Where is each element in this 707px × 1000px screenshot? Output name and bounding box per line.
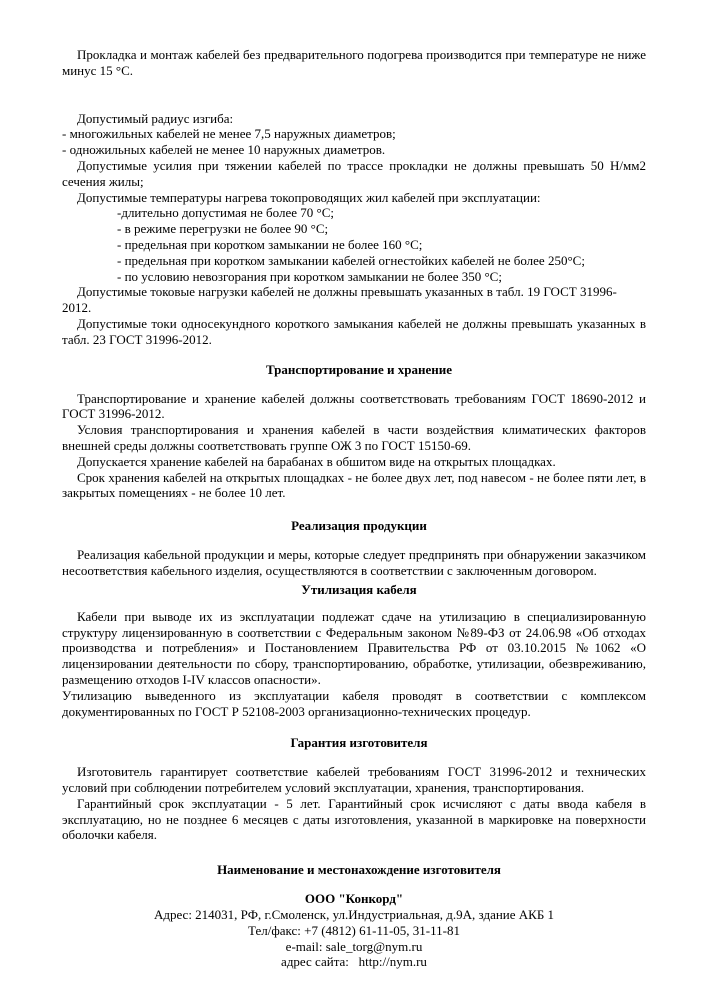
company-website: адрес сайта: http://nym.ru bbox=[281, 954, 427, 970]
heating-temperatures-title: Допустимые температуры нагрева токопроводящих жил кабелей при эксплуатации: bbox=[77, 189, 541, 205]
temperature-item: - в режиме перегрузки не более 90 °С; bbox=[117, 221, 329, 237]
temperature-item: - предельная при коротком замыкании не более 160 °С; bbox=[117, 236, 423, 252]
bend-radius-title: Допустимый радиус изгиба: bbox=[77, 110, 234, 126]
company-phone: Тел/факс: +7 (4812) 61-11-05, 31-11-81 bbox=[248, 922, 460, 938]
document-content bbox=[62, 47, 646, 970]
company-email: e-mail: sale_torg@nym.ru bbox=[285, 938, 423, 954]
paragraph-transport-3: Допускается хранение кабелей на барабанах в обшитом виде на открытых площадках. bbox=[77, 453, 556, 469]
heading-transport: Транспортирование и хранение bbox=[266, 361, 452, 377]
paragraph-sales: Реализация кабельной продукции и меры, которые следует предпринять при обнаружении заказчиком несоответствия кабельного изделия, осуществляются в соответствии с заключенным договором. bbox=[62, 547, 646, 578]
paragraph-installation-temperature: Прокладка и монтаж кабелей без предварительного подогрева производится при температуре не ниже минус 15 °С. bbox=[62, 47, 646, 78]
temperature-item: - по условию невозгорания при коротком замыкании не более 350 °С; bbox=[117, 268, 502, 284]
paragraph-transport-1: Транспортирование и хранение кабелей должны соответствовать требованиям ГОСТ 18690-2012 и ГОСТ 31996-2012. bbox=[62, 390, 646, 422]
bend-radius-multicore: - многожильных кабелей не менее 7,5 наружных диаметров; bbox=[62, 126, 396, 142]
paragraph-warranty-2: Гарантийный срок эксплуатации - 5 лет. Гарантийный срок исчисляют с даты ввода кабеля в эксплуатацию, но не позднее 6 месяцев с даты изготовления, указанной в маркировке на поверхности оболочки кабеля. bbox=[62, 795, 646, 843]
paragraph-short-circuit: Допустимые токи односекундного короткого замыкания кабелей не должны превышать указанных в табл. 23 ГОСТ 31996-2012. bbox=[62, 315, 646, 347]
paragraph-transport-2: Условия транспортирования и хранения кабелей в части воздействия климатических факторов внешней среды должны соответствовать группе ОЖ 3 по ГОСТ 15150-69. bbox=[62, 422, 646, 453]
company-name: ООО "Конкорд" bbox=[304, 891, 404, 907]
heading-warranty: Гарантия изготовителя bbox=[290, 735, 428, 751]
heading-disposal: Утилизация кабеля bbox=[301, 581, 417, 597]
bend-radius-singlecore: - одножильных кабелей не менее 10 наружных диаметров. bbox=[62, 142, 386, 158]
temperature-item: - предельная при коротком замыкании кабелей огнестойких кабелей не более 250°С; bbox=[117, 252, 585, 268]
company-address: Адрес: 214031, РФ, г.Смоленск, ул.Индустриальная, д.9А, здание АКБ 1 bbox=[153, 907, 555, 923]
paragraph-pull-force: Допустимые усилия при тяжении кабелей по трассе прокладки не должны превышать 50 Н/мм2 сечения жилы; bbox=[62, 157, 646, 189]
paragraph-disposal-2: Утилизацию выведенного из эксплуатации кабеля проводят в соответствии с комплексом документированных по ГОСТ Р 52108-2003 организационно-технических процедур. bbox=[62, 687, 646, 719]
heading-sales: Реализация продукции bbox=[291, 518, 427, 534]
temperature-item: -длительно допустимая не более 70 °С; bbox=[117, 205, 335, 221]
paragraph-current-loads: Допустимые токовые нагрузки кабелей не должны превышать указанных в табл. 19 ГОСТ 31996-2012. bbox=[62, 284, 617, 316]
paragraph-warranty-1: Изготовитель гарантирует соответствие кабелей требованиям ГОСТ 31996-2012 и технических условий при соблюдении потребителем условий эксплуатации, хранения, транспортирования. bbox=[62, 764, 646, 796]
paragraph-disposal-1: Кабели при выводе их из эксплуатации подлежат сдаче на утилизацию в специализированную структуру лицензированную в соответствии с Федеральным законом №89-ФЗ от 24.06.98 «Об отходах производства и потребления» и Постановлением Правительства РФ от 03.10.2015 №1062 «О лицензировании деятельности по сбору, транспортированию, обработке, утилизации, обезвреживанию, размещению отходов I-IV классов опасности». bbox=[62, 608, 646, 687]
heading-manufacturer: Наименование и местонахождение изготовителя bbox=[217, 862, 501, 878]
paragraph-transport-4: Срок хранения кабелей на открытых площадках - не более двух лет, под навесом - не более пяти лет, в закрытых помещениях - не более 10 лет. bbox=[62, 469, 646, 501]
